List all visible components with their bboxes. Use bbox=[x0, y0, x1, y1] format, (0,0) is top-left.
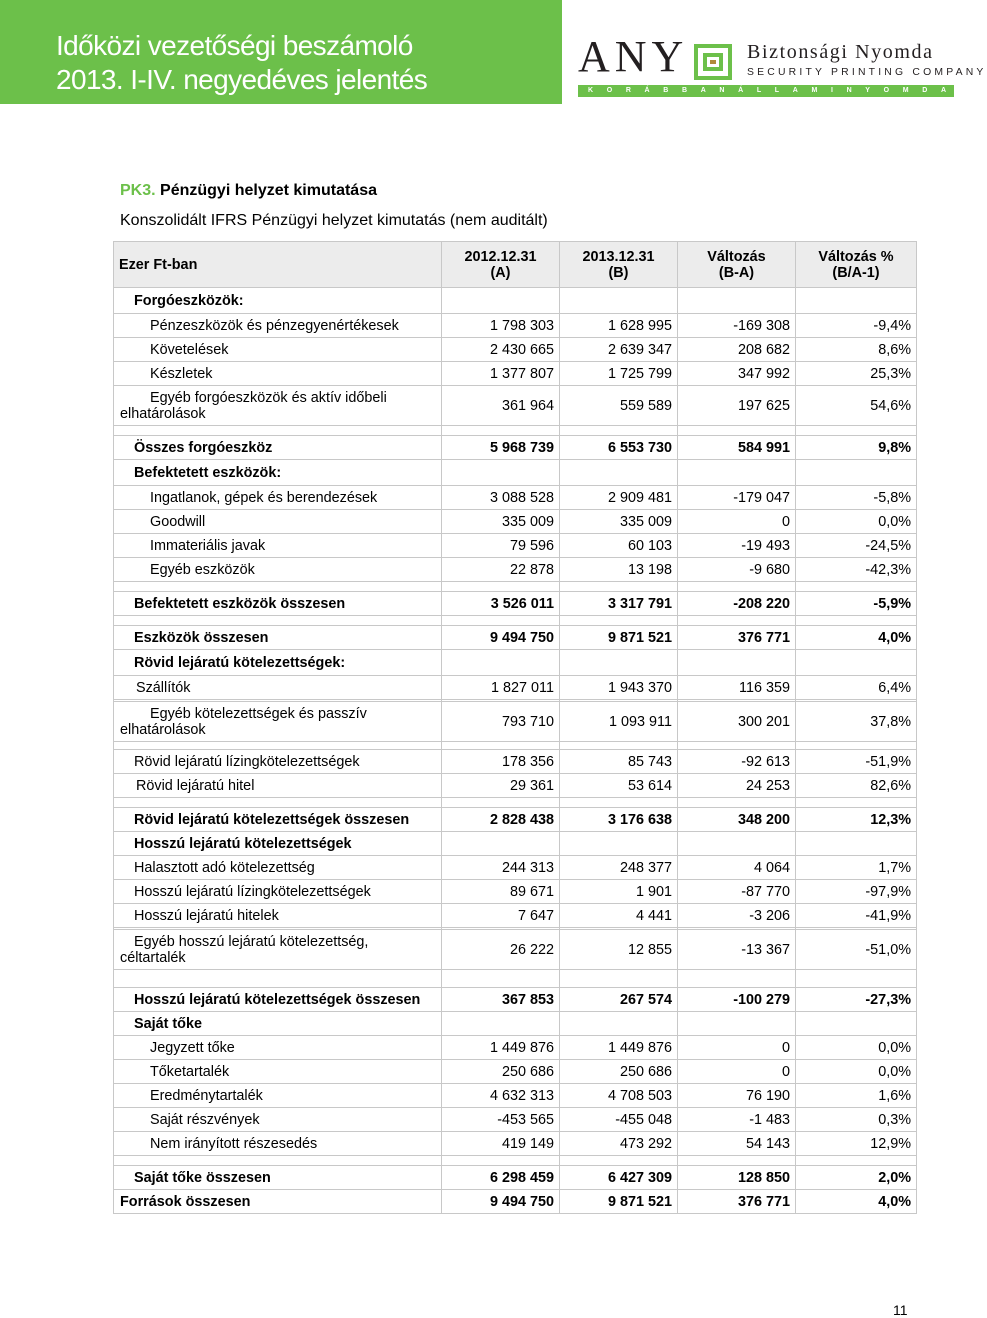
value-cell-b bbox=[560, 460, 678, 486]
spacer-cell bbox=[678, 616, 796, 626]
table-row bbox=[114, 558, 917, 582]
value-cell-a: 3 526 011 bbox=[442, 592, 560, 616]
value-cell-b: 4 441 bbox=[560, 904, 678, 928]
section-title bbox=[120, 182, 377, 200]
table-header-row bbox=[114, 242, 917, 288]
row-label: Rövid lejáratú kötelezettségek: bbox=[114, 650, 442, 676]
table-row bbox=[114, 510, 917, 534]
report-title: Időközi vezetőségi beszámoló bbox=[56, 30, 413, 61]
row-label bbox=[114, 386, 442, 426]
value-cell-a: 793 710 bbox=[442, 702, 560, 742]
company-tagline: SECURITY PRINTING COMPANY bbox=[747, 67, 987, 78]
table-row bbox=[114, 750, 917, 774]
value-cell-d: 12,9% bbox=[796, 1132, 917, 1156]
logo-bar-letter: O bbox=[606, 87, 613, 94]
value-cell-a: 29 361 bbox=[442, 774, 560, 798]
spacer-cell bbox=[796, 582, 917, 592]
spacer-row bbox=[114, 582, 917, 592]
row-label: Eredménytartalék bbox=[114, 1084, 442, 1108]
spacer-cell bbox=[442, 426, 560, 436]
value-cell-d: -51,9% bbox=[796, 750, 917, 774]
table-row bbox=[114, 362, 917, 386]
value-cell-a: 26 222 bbox=[442, 930, 560, 970]
value-cell-d: -9,4% bbox=[796, 314, 917, 338]
header-col-c: Változás (B-A) bbox=[678, 242, 796, 288]
row-label: Összes forgóeszköz bbox=[114, 436, 442, 460]
value-cell-b: 473 292 bbox=[560, 1132, 678, 1156]
row-label-line2: céltartalék bbox=[120, 949, 186, 966]
value-cell-a: 2 828 438 bbox=[442, 808, 560, 832]
value-cell-b: -455 048 bbox=[560, 1108, 678, 1132]
value-cell-a: 335 009 bbox=[442, 510, 560, 534]
value-cell-a: 9 494 750 bbox=[442, 626, 560, 650]
row-label: Saját tőke bbox=[114, 1012, 442, 1036]
row-label-line1: Egyéb hosszú lejáratú kötelezettség, bbox=[134, 933, 369, 950]
table-row bbox=[114, 808, 917, 832]
value-cell-b: 4 708 503 bbox=[560, 1084, 678, 1108]
logo-bar-letter: R bbox=[625, 87, 631, 94]
value-cell-d: -5,8% bbox=[796, 486, 917, 510]
section-subtitle: Konszolidált IFRS Pénzügyi helyzet kimutatás (nem auditált) bbox=[120, 212, 548, 229]
company-logo-text: ANY bbox=[578, 32, 689, 81]
value-cell-c: 348 200 bbox=[678, 808, 796, 832]
table-row bbox=[114, 1108, 917, 1132]
row-label: Készletek bbox=[114, 362, 442, 386]
table-row bbox=[114, 702, 917, 742]
value-cell-b: 559 589 bbox=[560, 386, 678, 426]
row-label: Befektetett eszközök: bbox=[114, 460, 442, 486]
table-row bbox=[114, 486, 917, 510]
row-label: Rövid lejáratú lízingkötelezettségek bbox=[114, 750, 442, 774]
section-code: PK3. bbox=[120, 182, 156, 199]
spacer-cell bbox=[114, 742, 442, 750]
logo-bar-letter: Á bbox=[644, 87, 650, 94]
logo-bar-letter: A bbox=[792, 87, 798, 94]
value-cell-a bbox=[442, 1012, 560, 1036]
value-cell-c: -100 279 bbox=[678, 988, 796, 1012]
row-label: Rövid lejáratú kötelezettségek összesen bbox=[114, 808, 442, 832]
value-cell-c: -19 493 bbox=[678, 534, 796, 558]
value-cell-a: 367 853 bbox=[442, 988, 560, 1012]
value-cell-c: 0 bbox=[678, 1060, 796, 1084]
spacer-row bbox=[114, 426, 917, 436]
row-label bbox=[114, 702, 442, 742]
logo-bar-letter: B bbox=[681, 87, 688, 94]
value-cell-c: -169 308 bbox=[678, 314, 796, 338]
spacer-cell bbox=[796, 798, 917, 808]
spacer-row bbox=[114, 970, 917, 988]
value-cell-b: 2 909 481 bbox=[560, 486, 678, 510]
value-cell-c bbox=[678, 832, 796, 856]
value-cell-d: -42,3% bbox=[796, 558, 917, 582]
value-cell-b: 6 553 730 bbox=[560, 436, 678, 460]
spacer-cell bbox=[114, 426, 442, 436]
value-cell-d: -24,5% bbox=[796, 534, 917, 558]
table-row bbox=[114, 988, 917, 1012]
value-cell-c: 208 682 bbox=[678, 338, 796, 362]
value-cell-d: -27,3% bbox=[796, 988, 917, 1012]
spacer-cell bbox=[114, 798, 442, 808]
spacer-row bbox=[114, 742, 917, 750]
value-cell-b bbox=[560, 288, 678, 314]
value-cell-b: 2 639 347 bbox=[560, 338, 678, 362]
value-cell-c: 347 992 bbox=[678, 362, 796, 386]
table-row bbox=[114, 774, 917, 798]
value-cell-d: 4,0% bbox=[796, 626, 917, 650]
table-row bbox=[114, 930, 917, 970]
value-cell-b: 1 901 bbox=[560, 880, 678, 904]
value-cell-c bbox=[678, 650, 796, 676]
row-label: Saját részvények bbox=[114, 1108, 442, 1132]
logo-bar-letter: M bbox=[811, 87, 818, 94]
value-cell-a: 9 494 750 bbox=[442, 1190, 560, 1214]
logo-bar bbox=[578, 85, 954, 97]
company-logo-icon bbox=[694, 44, 732, 85]
financial-position-table bbox=[113, 241, 917, 1214]
spacer-cell bbox=[560, 798, 678, 808]
value-cell-c: 376 771 bbox=[678, 1190, 796, 1214]
spacer-cell bbox=[114, 582, 442, 592]
spacer-row bbox=[114, 1156, 917, 1166]
logo-bar-letter: B bbox=[663, 87, 669, 94]
logo-bar-letter: O bbox=[883, 87, 890, 94]
value-cell-c: -3 206 bbox=[678, 904, 796, 928]
spacer-cell bbox=[796, 970, 917, 988]
spacer-cell bbox=[796, 616, 917, 626]
spacer-cell bbox=[560, 426, 678, 436]
value-cell-a: 5 968 739 bbox=[442, 436, 560, 460]
value-cell-c: -1 483 bbox=[678, 1108, 796, 1132]
spacer-cell bbox=[442, 742, 560, 750]
row-label: Hosszú lejáratú hitelek bbox=[114, 904, 442, 928]
value-cell-d: 25,3% bbox=[796, 362, 917, 386]
value-cell-a bbox=[442, 650, 560, 676]
value-cell-a: -453 565 bbox=[442, 1108, 560, 1132]
spacer-cell bbox=[678, 742, 796, 750]
spacer-cell bbox=[442, 616, 560, 626]
value-cell-d: 0,3% bbox=[796, 1108, 917, 1132]
spacer-cell bbox=[796, 426, 917, 436]
company-name: Biztonsági Nyomda bbox=[747, 41, 934, 63]
value-cell-d: 37,8% bbox=[796, 702, 917, 742]
value-cell-d: 82,6% bbox=[796, 774, 917, 798]
value-cell-b: 9 871 521 bbox=[560, 626, 678, 650]
value-cell-b: 267 574 bbox=[560, 988, 678, 1012]
row-label: Eszközök összesen bbox=[114, 626, 442, 650]
value-cell-d: -5,9% bbox=[796, 592, 917, 616]
value-cell-c: 76 190 bbox=[678, 1084, 796, 1108]
table-row bbox=[114, 436, 917, 460]
spacer-cell bbox=[114, 1156, 442, 1166]
value-cell-b bbox=[560, 832, 678, 856]
value-cell-c: 0 bbox=[678, 1036, 796, 1060]
header-col-d: Változás % (B/A-1) bbox=[796, 242, 917, 288]
value-cell-b: 1 628 995 bbox=[560, 314, 678, 338]
value-cell-b bbox=[560, 1012, 678, 1036]
value-cell-d bbox=[796, 1012, 917, 1036]
value-cell-c: -13 367 bbox=[678, 930, 796, 970]
spacer-cell bbox=[678, 798, 796, 808]
value-cell-d: 8,6% bbox=[796, 338, 917, 362]
row-label: Ingatlanok, gépek és berendezések bbox=[114, 486, 442, 510]
table-row bbox=[114, 676, 917, 700]
spacer-cell bbox=[560, 1156, 678, 1166]
table-row bbox=[114, 1012, 917, 1036]
value-cell-c bbox=[678, 460, 796, 486]
table-row bbox=[114, 904, 917, 928]
row-label: Goodwill bbox=[114, 510, 442, 534]
spacer-cell bbox=[114, 970, 442, 988]
value-cell-c: -92 613 bbox=[678, 750, 796, 774]
value-cell-d: 1,7% bbox=[796, 856, 917, 880]
table-row bbox=[114, 832, 917, 856]
value-cell-c: -208 220 bbox=[678, 592, 796, 616]
value-cell-b: 85 743 bbox=[560, 750, 678, 774]
value-cell-b: 13 198 bbox=[560, 558, 678, 582]
value-cell-d bbox=[796, 288, 917, 314]
table-row bbox=[114, 338, 917, 362]
page-number: 11 bbox=[893, 1302, 908, 1318]
row-label: Halasztott adó kötelezettség bbox=[114, 856, 442, 880]
value-cell-d: 0,0% bbox=[796, 510, 917, 534]
spacer-cell bbox=[678, 426, 796, 436]
value-cell-a: 3 088 528 bbox=[442, 486, 560, 510]
logo-bar-letter: A bbox=[700, 87, 706, 94]
logo-bar-letter: I bbox=[830, 87, 833, 94]
row-label: Hosszú lejáratú kötelezettségek összesen bbox=[114, 988, 442, 1012]
spacer-cell bbox=[796, 742, 917, 750]
row-label: Saját tőke összesen bbox=[114, 1166, 442, 1190]
row-label: Egyéb eszközök bbox=[114, 558, 442, 582]
value-cell-a: 6 298 459 bbox=[442, 1166, 560, 1190]
value-cell-c: 4 064 bbox=[678, 856, 796, 880]
value-cell-a: 89 671 bbox=[442, 880, 560, 904]
spacer-cell bbox=[560, 616, 678, 626]
value-cell-c: -9 680 bbox=[678, 558, 796, 582]
row-label: Követelések bbox=[114, 338, 442, 362]
value-cell-c: 128 850 bbox=[678, 1166, 796, 1190]
spacer-cell bbox=[678, 970, 796, 988]
value-cell-d: 6,4% bbox=[796, 676, 917, 700]
row-label: Immateriális javak bbox=[114, 534, 442, 558]
logo-bar-letter: D bbox=[922, 87, 928, 94]
value-cell-c bbox=[678, 288, 796, 314]
value-cell-d: 0,0% bbox=[796, 1060, 917, 1084]
table-row bbox=[114, 1190, 917, 1214]
row-label-line1: Egyéb kötelezettségek és passzív bbox=[150, 705, 367, 722]
logo-bar-letter: A bbox=[940, 87, 946, 94]
value-cell-d: 9,8% bbox=[796, 436, 917, 460]
logo-bar-letter: K bbox=[588, 87, 594, 94]
logo-bar-letter: N bbox=[719, 87, 725, 94]
spacer-cell bbox=[442, 582, 560, 592]
value-cell-a: 250 686 bbox=[442, 1060, 560, 1084]
value-cell-c: -87 770 bbox=[678, 880, 796, 904]
value-cell-b: 250 686 bbox=[560, 1060, 678, 1084]
table-row bbox=[114, 856, 917, 880]
table-row bbox=[114, 460, 917, 486]
value-cell-d: 54,6% bbox=[796, 386, 917, 426]
row-label: Rövid lejáratú hitel bbox=[114, 774, 442, 798]
spacer-cell bbox=[678, 582, 796, 592]
value-cell-d bbox=[796, 460, 917, 486]
value-cell-b: 60 103 bbox=[560, 534, 678, 558]
row-label: Nem irányított részesedés bbox=[114, 1132, 442, 1156]
value-cell-a: 1 449 876 bbox=[442, 1036, 560, 1060]
value-cell-b: 1 093 911 bbox=[560, 702, 678, 742]
value-cell-b: 1 943 370 bbox=[560, 676, 678, 700]
table-row bbox=[114, 1166, 917, 1190]
spacer-cell bbox=[678, 1156, 796, 1166]
spacer-cell bbox=[560, 970, 678, 988]
table-row bbox=[114, 386, 917, 426]
spacer-row bbox=[114, 798, 917, 808]
row-label: Tőketartalék bbox=[114, 1060, 442, 1084]
row-label-line1: Egyéb forgóeszközök és aktív időbeli bbox=[150, 389, 387, 406]
table-row bbox=[114, 314, 917, 338]
logo-bar-letter: L bbox=[774, 87, 780, 94]
value-cell-a: 2 430 665 bbox=[442, 338, 560, 362]
value-cell-c: 24 253 bbox=[678, 774, 796, 798]
value-cell-c: 300 201 bbox=[678, 702, 796, 742]
row-label: Jegyzett tőke bbox=[114, 1036, 442, 1060]
value-cell-b: 1 449 876 bbox=[560, 1036, 678, 1060]
section-title-text: Pénzügyi helyzet kimutatása bbox=[160, 182, 377, 199]
value-cell-a bbox=[442, 832, 560, 856]
table-row bbox=[114, 1132, 917, 1156]
value-cell-c: -179 047 bbox=[678, 486, 796, 510]
value-cell-d bbox=[796, 650, 917, 676]
value-cell-d: -97,9% bbox=[796, 880, 917, 904]
table-row bbox=[114, 592, 917, 616]
value-cell-a bbox=[442, 460, 560, 486]
value-cell-b: 9 871 521 bbox=[560, 1190, 678, 1214]
spacer-cell bbox=[796, 1156, 917, 1166]
logo-bar-letter: Á bbox=[738, 87, 744, 94]
table-row bbox=[114, 880, 917, 904]
value-cell-a: 419 149 bbox=[442, 1132, 560, 1156]
row-label: Szállítók bbox=[114, 676, 442, 700]
row-label: Befektetett eszközök összesen bbox=[114, 592, 442, 616]
value-cell-b: 3 317 791 bbox=[560, 592, 678, 616]
header-col-b: 2013.12.31 (B) bbox=[560, 242, 678, 288]
value-cell-d: -51,0% bbox=[796, 930, 917, 970]
value-cell-a: 79 596 bbox=[442, 534, 560, 558]
spacer-cell bbox=[442, 798, 560, 808]
value-cell-a: 361 964 bbox=[442, 386, 560, 426]
row-label-line2: elhatárolások bbox=[120, 721, 206, 738]
value-cell-b: 53 614 bbox=[560, 774, 678, 798]
value-cell-b: 6 427 309 bbox=[560, 1166, 678, 1190]
row-label-line2: elhatárolások bbox=[120, 405, 206, 422]
value-cell-a: 178 356 bbox=[442, 750, 560, 774]
value-cell-a: 7 647 bbox=[442, 904, 560, 928]
value-cell-b: 12 855 bbox=[560, 930, 678, 970]
row-label bbox=[114, 930, 442, 970]
logo-bar-letter: L bbox=[756, 87, 762, 94]
value-cell-c bbox=[678, 1012, 796, 1036]
value-cell-a bbox=[442, 288, 560, 314]
header-col-a: 2012.12.31 (A) bbox=[442, 242, 560, 288]
value-cell-d: 0,0% bbox=[796, 1036, 917, 1060]
value-cell-b bbox=[560, 650, 678, 676]
spacer-cell bbox=[560, 742, 678, 750]
value-cell-d: 4,0% bbox=[796, 1190, 917, 1214]
table-row bbox=[114, 650, 917, 676]
value-cell-a: 244 313 bbox=[442, 856, 560, 880]
value-cell-c: 584 991 bbox=[678, 436, 796, 460]
value-cell-b: 335 009 bbox=[560, 510, 678, 534]
spacer-cell bbox=[114, 616, 442, 626]
row-label: Pénzeszközök és pénzegyenértékesek bbox=[114, 314, 442, 338]
table-row bbox=[114, 288, 917, 314]
value-cell-b: 248 377 bbox=[560, 856, 678, 880]
value-cell-a: 4 632 313 bbox=[442, 1084, 560, 1108]
table-row bbox=[114, 1036, 917, 1060]
row-label: Források összesen bbox=[114, 1190, 442, 1214]
value-cell-a: 22 878 bbox=[442, 558, 560, 582]
value-cell-d bbox=[796, 832, 917, 856]
value-cell-d: 2,0% bbox=[796, 1166, 917, 1190]
value-cell-c: 116 359 bbox=[678, 676, 796, 700]
value-cell-d: 12,3% bbox=[796, 808, 917, 832]
value-cell-d: 1,6% bbox=[796, 1084, 917, 1108]
table-row bbox=[114, 534, 917, 558]
value-cell-c: 376 771 bbox=[678, 626, 796, 650]
value-cell-c: 54 143 bbox=[678, 1132, 796, 1156]
logo-bar-letter: N bbox=[846, 87, 852, 94]
report-subtitle: 2013. I-IV. negyedéves jelentés bbox=[56, 64, 428, 95]
header-unit: Ezer Ft-ban bbox=[114, 242, 442, 288]
row-label: Hosszú lejáratú kötelezettségek bbox=[114, 832, 442, 856]
value-cell-a: 1 827 011 bbox=[442, 676, 560, 700]
value-cell-c: 0 bbox=[678, 510, 796, 534]
spacer-cell bbox=[560, 582, 678, 592]
value-cell-c: 197 625 bbox=[678, 386, 796, 426]
table-row bbox=[114, 626, 917, 650]
table-row bbox=[114, 1084, 917, 1108]
value-cell-b: 3 176 638 bbox=[560, 808, 678, 832]
logo-bar-letter: Y bbox=[865, 87, 870, 94]
logo-bar-letter: M bbox=[902, 87, 909, 94]
value-cell-a: 1 377 807 bbox=[442, 362, 560, 386]
row-label: Hosszú lejáratú lízingkötelezettségek bbox=[114, 880, 442, 904]
spacer-row bbox=[114, 616, 917, 626]
value-cell-a: 1 798 303 bbox=[442, 314, 560, 338]
row-label: Forgóeszközök: bbox=[114, 288, 442, 314]
table-row bbox=[114, 1060, 917, 1084]
spacer-cell bbox=[442, 1156, 560, 1166]
spacer-cell bbox=[442, 970, 560, 988]
value-cell-b: 1 725 799 bbox=[560, 362, 678, 386]
value-cell-d: -41,9% bbox=[796, 904, 917, 928]
